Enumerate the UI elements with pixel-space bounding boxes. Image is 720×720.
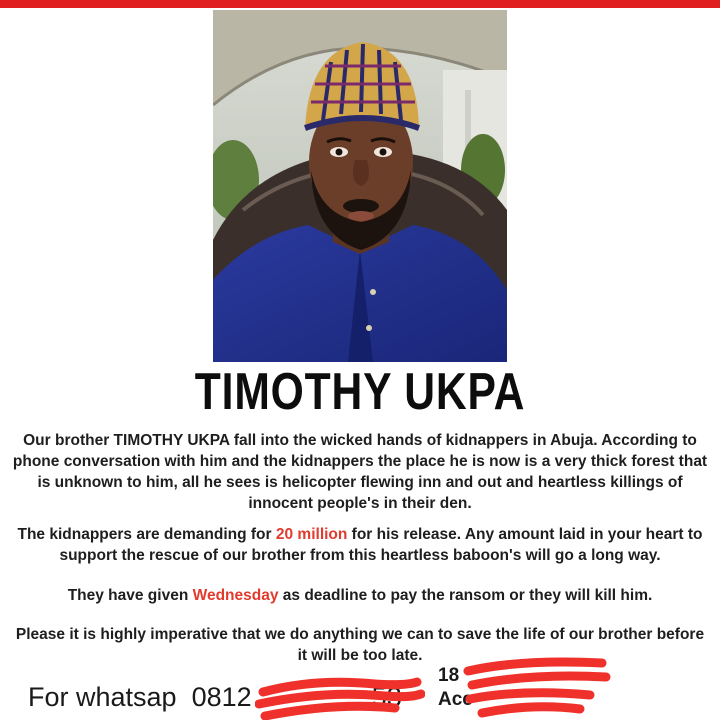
ransom-text-end: for his release. Any amount laid in your heart to support the rescue of our brother from this heartless baboon's will go a long way.	[59, 526, 703, 564]
deadline-paragraph	[10, 585, 710, 606]
whatsapp-number-end: 53	[371, 682, 402, 712]
whatsapp-label: For whatsap	[28, 682, 177, 712]
deadline-day: Wednesday	[192, 587, 279, 604]
portrait-photo	[213, 10, 507, 362]
kidnap-description-paragraph: Our brother TIMOTHY UKPA fall into the wicked hands of kidnappers in Abuja. According to phone conversation with him and the kidnappers the place he is now is a very thick forest that is unknown to him, all he sees is helicopter flewing inn and out and heartless killings of innocent people's in their den.	[12, 432, 708, 512]
whatsapp-number-start: 0812	[191, 682, 252, 712]
ransom-demand-paragraph	[10, 524, 710, 566]
redaction-scribble-account	[462, 655, 612, 720]
account-number-start: 18	[438, 665, 460, 686]
redaction-scribble-phone	[255, 672, 425, 720]
person-name-heading: TIMOTHY UKPA	[194, 363, 526, 421]
ransom-amount: 20 million	[275, 526, 348, 543]
deadline-text-end: as deadline to pay the ransom or they will kill him.	[278, 587, 653, 604]
ransom-text-start: The kidnappers are demanding for	[17, 526, 276, 543]
top-red-bar	[0, 0, 720, 8]
plea-paragraph: Please it is highly imperative that we do anything we can to save the life of our brother before it will be too late.	[15, 626, 705, 664]
account-label-start: Acc	[438, 689, 473, 710]
deadline-text-start: They have given	[67, 587, 193, 604]
